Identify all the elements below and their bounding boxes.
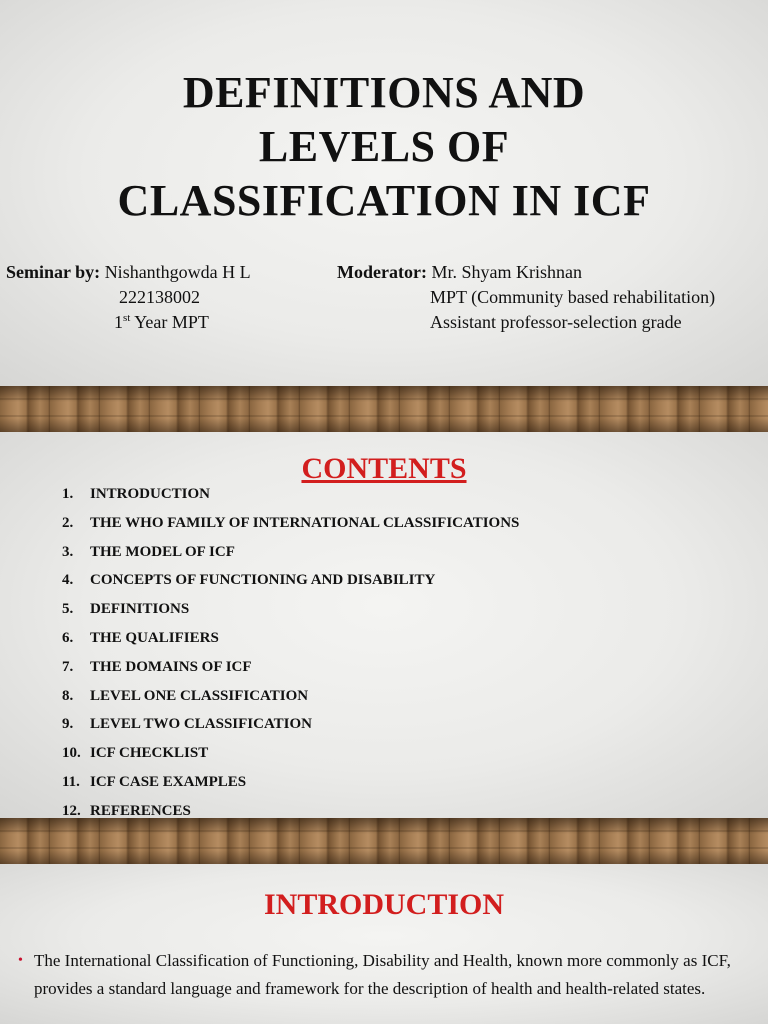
list-item bbox=[62, 542, 519, 571]
item-text: REFERENCES bbox=[90, 802, 191, 818]
item-text: THE MODEL OF ICF bbox=[90, 543, 235, 560]
bullet-icon: • bbox=[18, 953, 23, 968]
item-text: ICF CASE EXAMPLES bbox=[90, 773, 247, 790]
item-number: 11. bbox=[62, 773, 80, 790]
item-text: THE WHO FAMILY OF INTERNATIONAL CLASSIFICATIONS bbox=[90, 514, 520, 531]
list-item bbox=[62, 772, 519, 801]
introduction-slide bbox=[0, 864, 768, 1024]
item-text: INTRODUCTION bbox=[90, 486, 211, 502]
list-item bbox=[62, 599, 519, 628]
item-number: 9. bbox=[62, 716, 74, 733]
list-item bbox=[62, 484, 519, 513]
wood-floor-divider bbox=[0, 386, 768, 432]
list-item bbox=[62, 743, 519, 772]
item-number: 4. bbox=[62, 572, 74, 589]
presenter-year bbox=[114, 312, 209, 333]
slide-title: DEFINITIONS AND LEVELS OF CLASSIFICATION IN ICF bbox=[117, 68, 651, 225]
item-number: 8. bbox=[62, 687, 74, 704]
item-text: THE DOMAINS OF ICF bbox=[90, 658, 252, 675]
item-number: 6. bbox=[62, 629, 74, 646]
title-slide bbox=[0, 0, 768, 386]
item-number: 3. bbox=[62, 543, 74, 560]
presenter-id: 222138002 bbox=[119, 287, 200, 307]
item-number: 5. bbox=[62, 601, 74, 618]
moderator-role: Assistant professor-selection grade bbox=[430, 312, 682, 332]
moderator-name: Mr. Shyam Krishnan bbox=[431, 262, 582, 282]
list-item bbox=[62, 570, 519, 599]
year-number: 1 bbox=[114, 312, 123, 332]
contents-list bbox=[62, 484, 519, 818]
item-text: LEVEL ONE CLASSIFICATION bbox=[90, 687, 309, 704]
seminar-label: Seminar by: bbox=[6, 262, 101, 282]
year-suffix: st bbox=[123, 312, 131, 324]
presenter-name: Nishanthgowda H L bbox=[104, 262, 251, 282]
item-number: 1. bbox=[62, 486, 74, 502]
item-text: ICF CHECKLIST bbox=[90, 745, 209, 762]
list-item bbox=[62, 513, 519, 542]
item-text: CONCEPTS OF FUNCTIONING AND DISABILITY bbox=[90, 572, 436, 589]
list-item bbox=[62, 628, 519, 657]
year-text: Year MPT bbox=[134, 312, 209, 332]
item-number: 7. bbox=[62, 658, 74, 675]
moderator-label: Moderator: bbox=[337, 262, 427, 282]
item-number: 2. bbox=[62, 514, 74, 531]
item-number: 12. bbox=[62, 802, 81, 818]
list-item bbox=[62, 657, 519, 686]
item-text: THE QUALIFIERS bbox=[90, 629, 219, 646]
contents-slide bbox=[0, 432, 768, 818]
item-text: DEFINITIONS bbox=[90, 601, 190, 618]
bullet-paragraph bbox=[18, 947, 762, 1003]
list-item bbox=[62, 714, 519, 743]
moderator-line bbox=[337, 262, 582, 283]
introduction-heading: INTRODUCTION bbox=[263, 888, 505, 921]
wood-floor-divider bbox=[0, 818, 768, 864]
item-text: LEVEL TWO CLASSIFICATION bbox=[90, 716, 313, 733]
list-item bbox=[62, 686, 519, 715]
item-number: 10. bbox=[62, 745, 81, 762]
seminar-by-line bbox=[6, 262, 251, 283]
list-item bbox=[62, 801, 519, 818]
contents-heading: CONTENTS bbox=[301, 452, 467, 485]
bullet-text: The International Classification of Functioning, Disability and Health, known more commonly as ICF, provides a standard language and framework for the description of health and health-related states. bbox=[34, 951, 731, 998]
moderator-degree: MPT (Community based rehabilitation) bbox=[430, 287, 716, 307]
